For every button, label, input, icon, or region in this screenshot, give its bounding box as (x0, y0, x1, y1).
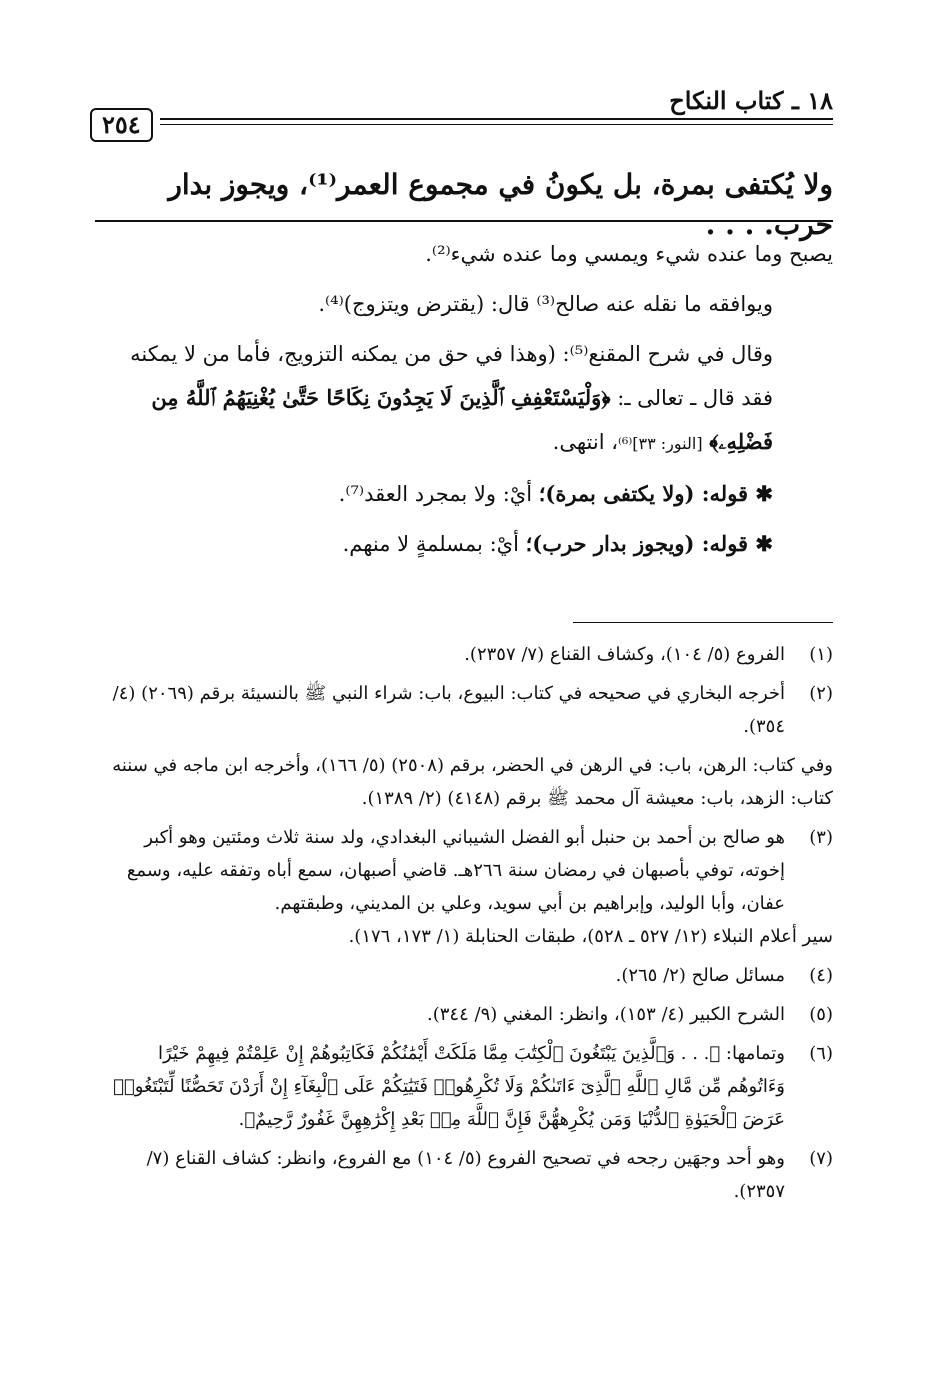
qawl-2-text: أيْ: بمسلمةٍ لا منهم. (342, 532, 526, 556)
footnote-text: وتمامها: ﴿. . . وَٱلَّذِينَ يَبْتَغُونَ ٱلْكِتَٰبَ مِمَّا مَلَكَتْ أَيْمَٰنُكُمْ فَكَاتِبُوهُمْ إِنْ عَلِمْتُمْ فِيهِمْ خَيْرًا وَءَاتُوهُم مِّن مَّالِ ٱللَّهِ ٱلَّذِىٓ ءَاتَىٰكُمْ وَلَا تُكْرِهُوا۟ فَتَيَٰتِكُمْ عَلَى ٱلْبِغَآءِ إِنْ أَرَدْنَ تَحَصُّنًا لِّتَبْتَغُوا۟ عَرَضَ ٱلْحَيَوٰةِ ٱلدُّنْيَا وَمَن يُكْرِههُّنَّ فَإِنَّ ٱللَّهَ مِنۢ بَعْدِ إِكْرَٰهِهِنَّ غَفُورٌ رَّحِيمٌ﴾. (113, 1043, 785, 1130)
paragraph-3-intro: وقال في شرح المقنع⁽⁵⁾: (وهذا في حق من يمكنه التزويج، فأما من لا يمكنه فقد قال ـ تعالى ـ: (130, 342, 773, 410)
footnote-text-continued: سير أعلام النبلاء (١٢/ ٥٢٧ ـ ٥٢٨)، طبقات الحنابلة (١/ ١٧٣، ١٧٦). (348, 926, 833, 947)
page-number: ٢٥٤ (90, 108, 153, 142)
footnote-text: أخرجه البخاري في صحيحه في كتاب: البيوع، باب: شراء النبي ﷺ بالنسيئة برقم (٢٠٦٩) (٤/ ٣٥٤). (112, 683, 785, 737)
header-rule (160, 118, 833, 120)
paragraph-1: يصبح وما عنده شيء ويمسي وما عنده شيء⁽²⁾. (425, 242, 833, 266)
footnote-text: هو صالح بن أحمد بن حنبل أبو الفضل الشيباني البغدادي، ولد سنة ثلاث ومئتين وهو أكبر إخوته، توفي بأصبهان في رمضان سنة ٢٦٦هـ. قاضي أصبهان، سمع أباه وتفقه عليه، وسمع عفان، وأبا الوليد، وإبراهيم بن أبي سويد، وعلي بن المديني، وطبقتهم. (126, 827, 785, 914)
footnote-4 (95, 959, 833, 992)
chapter-title: ١٨ ـ كتاب النكاح (669, 86, 833, 115)
footnote-divider (573, 622, 833, 623)
qawl-1-label: ✱ قوله: (ولا يكتفى بمرة)؛ (538, 481, 773, 506)
footnote-number: (٤) (809, 965, 833, 986)
footnote-number: (١) (809, 644, 833, 665)
footnote-number: (٦) (809, 1043, 833, 1064)
footnote-7 (95, 1142, 833, 1208)
qawl-1-text: أيْ: ولا بمجرد العقد⁽⁷⁾. (338, 482, 539, 506)
footnote-6 (95, 1037, 833, 1136)
footnote-2-continued (95, 749, 833, 815)
footnote-text: وهو أحد وجهَين رجحه في تصحيح الفروع (٥/ ١٠٤) مع الفروع، وانظر: كشاف القناع (٧/ ٢٣٥٧). (146, 1148, 785, 1202)
footnote-text: وفي كتاب: الرهن، باب: في الرهن في الحضر، برقم (٢٥٠٨) (٥/ ١٦٦)، وأخرجه ابن ماجه في سننه كتاب: الزهد، باب: معيشة آل محمد ﷺ برقم (٤١٤٨) (٢/ ١٣٨٩). (112, 755, 833, 809)
quran-verse: ﴿وَلْيَسْتَعْفِفِ ٱلَّذِينَ لَا يَجِدُونَ نِكَاحًا حَتَّىٰ يُغْنِيَهُمُ ٱللَّهُ مِن فَضْلِهِۦ﴾ (151, 385, 773, 454)
footnote-3 (95, 821, 833, 953)
matn-divider (95, 220, 833, 222)
paragraph-2: ويوافقه ما نقله عنه صالح⁽³⁾ قال: (يقترض ويتزوج)⁽⁴⁾. (318, 292, 773, 316)
footnote-1 (95, 638, 833, 671)
paragraph-3 (95, 332, 833, 466)
footnotes (95, 638, 833, 1214)
page-header (90, 78, 833, 138)
footnote-text: الفروع (٥/ ١٠٤)، وكشاف القناع (٧/ ٢٣٥٧). (464, 644, 785, 665)
footnote-2 (95, 677, 833, 743)
verse-citation: [النور: ٣٣]⁽⁶⁾ (617, 434, 703, 453)
qawl-2 (95, 522, 833, 566)
footnote-5 (95, 998, 833, 1031)
footnote-number: (٢) (809, 683, 833, 704)
paragraph-3-end: ، انتهى. (552, 430, 618, 454)
matn-text: ولا يُكتفى بمرة، بل يكونُ في مجموع العمر⁽¹⁾، ويجوز بدار حرب. . . . (168, 168, 833, 241)
footnote-number: (٥) (809, 1004, 833, 1025)
footnote-number: (٣) (809, 827, 833, 848)
footnote-text: مسائل صالح (٢/ ٢٦٥). (615, 965, 785, 986)
commentary (95, 232, 833, 572)
footnote-text: الشرح الكبير (٤/ ١٥٣)، وانظر: المغني (٩/ ٣٤٤). (427, 1004, 785, 1025)
qawl-1 (95, 472, 833, 516)
header-rule-thin (160, 124, 833, 125)
footnote-number: (٧) (809, 1148, 833, 1169)
qawl-2-label: ✱ قوله: (ويجوز بدار حرب)؛ (525, 531, 773, 556)
